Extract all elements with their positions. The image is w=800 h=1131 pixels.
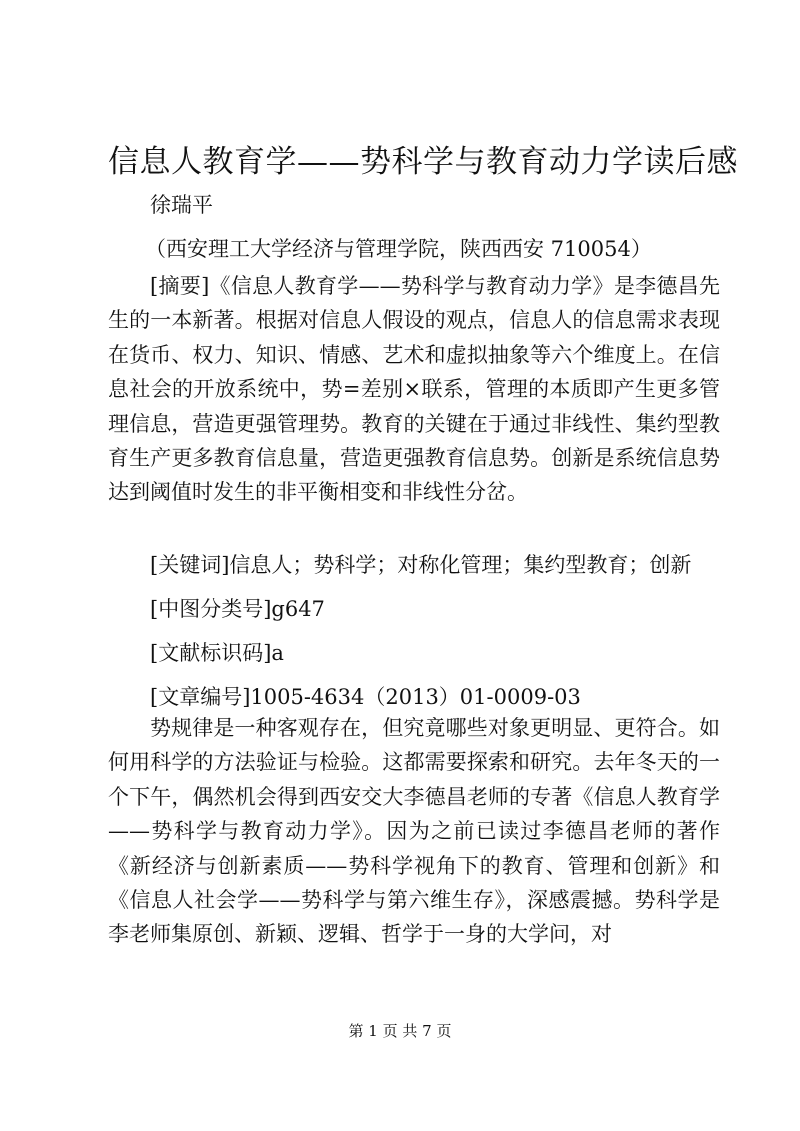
author-affiliation: （西安理工大学经济与管理学院，陕西西安 710054） [145,237,652,261]
document-title: 信息人教育学——势科学与教育动力学读后感 [108,144,738,180]
keywords-line: [关键词]信息人；势科学；对称化管理；集约型教育；创新 [150,553,692,577]
page-footer: 第 1 页 共 7 页 [348,1022,452,1040]
body-paragraph: 势规律是一种客观存在，但究竟哪些对象更明显、更符合。如何用科学的方法验证与检验。这都需要探索和研究。去年冬天的一个下午，偶然机会得到西安交大李德昌老师的专著《信息人教育学——势科学与教育动力学》。因为之前已读过李德昌老师的著作《新经济与创新素质——势科学视角下的教育、管理和创新》和《信息人社会学——势科学与第六维生存》，深感震撼。势科学是李老师集原创、新颖、逻辑、哲学于一身的大学问，对 [108,716,720,947]
author-name: 徐瑞平 [150,193,213,217]
document-code: [文献标识码]a [150,641,284,665]
classification-number: [中图分类号]g647 [150,597,325,621]
article-number: [文章编号]1005-4634（2013）01-0009-03 [150,685,581,709]
abstract-paragraph: [摘要]《信息人教育学——势科学与教育动力学》是李德昌先生的一本新著。根据对信息人假设的观点，信息人的信息需求表现在货币、权力、知识、情感、艺术和虚拟抽象等六个维度上。在信息社会的开放系统中，势=差别×联系，管理的本质即产生更多管理信息，营造更强管理势。教育的关键在于通过非线性、集约型教育生产更多教育信息量，营造更强教育信息势。创新是系统信息势达到阈值时发生的非平衡相变和非线性分岔。 [108,274,720,505]
